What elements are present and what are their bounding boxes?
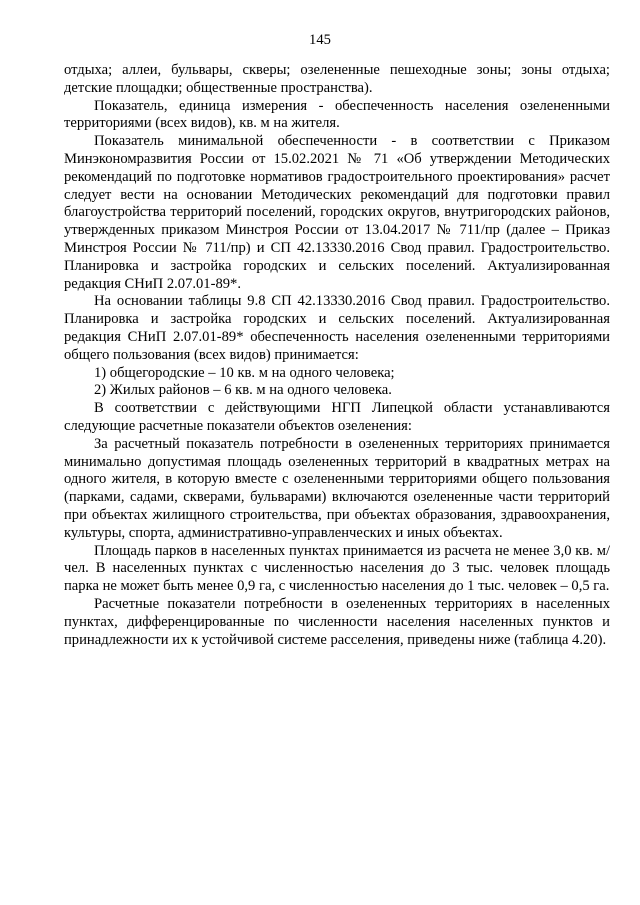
list-item: 1) общегородские – 10 кв. м на одного человека; <box>94 364 395 381</box>
paragraph: В соответствии с действующими НГП Липецкой области устанавливаются следующие расчетные показатели объектов озеленения: <box>64 400 610 434</box>
paragraph: Показатель, единица измерения - обеспеченность населения озелененными территориями (всех видов), кв. м на жителя. <box>64 97 610 132</box>
paragraph: Площадь парков в населенных пунктах принимается из расчета не менее 3,0 кв. м/чел. В населенных пунктах с численностью населения до 3 тыс. человек площадь парка не может быть менее 0,9 га, с численностью населения до 1 тыс. человек – 0,5 га. <box>64 542 610 595</box>
paragraph: Показатель минимальной обеспеченности - в соответствии с Приказом Минэкономразвития России от 15.02.2021 № 71 «Об утверждении Методических рекомендаций по подготовке нормативов градостроительного проектирования» расчет следует вести на основании Методических рекомендаций для подготовки правил благоустройства территорий поселений, городских округов, внутригородских районов, утвержденных приказом Минстроя России от 13.04.2017 № 711/пр (далее – Приказ Минстроя России № 711/пр) и СП 42.13330.2016 Свод правил. Градостроительство. Планировка и застройка городских и сельских поселений. Актуализированная редакция СНиП 2.07.01-89*. <box>64 133 610 292</box>
page-body <box>64 62 610 649</box>
page-number: 145 <box>309 32 331 48</box>
list-item: 2) Жилых районов – 6 кв. м на одного человека. <box>94 382 392 399</box>
paragraph: Расчетные показатели потребности в озелененных территориях в населенных пунктах, дифференцированные по численности населения населенных пунктов и принадлежности их к устойчивой системе расселения, приведены ниже (таблица 4.20). <box>64 595 610 648</box>
paragraph: За расчетный показатель потребности в озелененных территориях принимается минимально допустимая площадь озелененных территорий в квадратных метрах на одного жителя, в которую вместе с озелененными территориями общего пользования (парками, садами, скверами, бульварами) включаются озелененные части территорий при объектах жилищного строительства, при объектах образования, здравоохранения, культуры, спорта, административно-управленческих и иных объектах. <box>64 435 610 541</box>
paragraph: отдыха; аллеи, бульвары, скверы; озелененные пешеходные зоны; зоны отдыха; детские площадки; общественные пространства). <box>64 62 610 96</box>
paragraph: На основании таблицы 9.8 СП 42.13330.2016 Свод правил. Градостроительство. Планировка и застройка городских и сельских поселений. Актуализированная редакция СНиП 2.07.01-89* обеспеченность населения озелененными территориями общего пользования (всех видов) принимается: <box>64 293 610 363</box>
